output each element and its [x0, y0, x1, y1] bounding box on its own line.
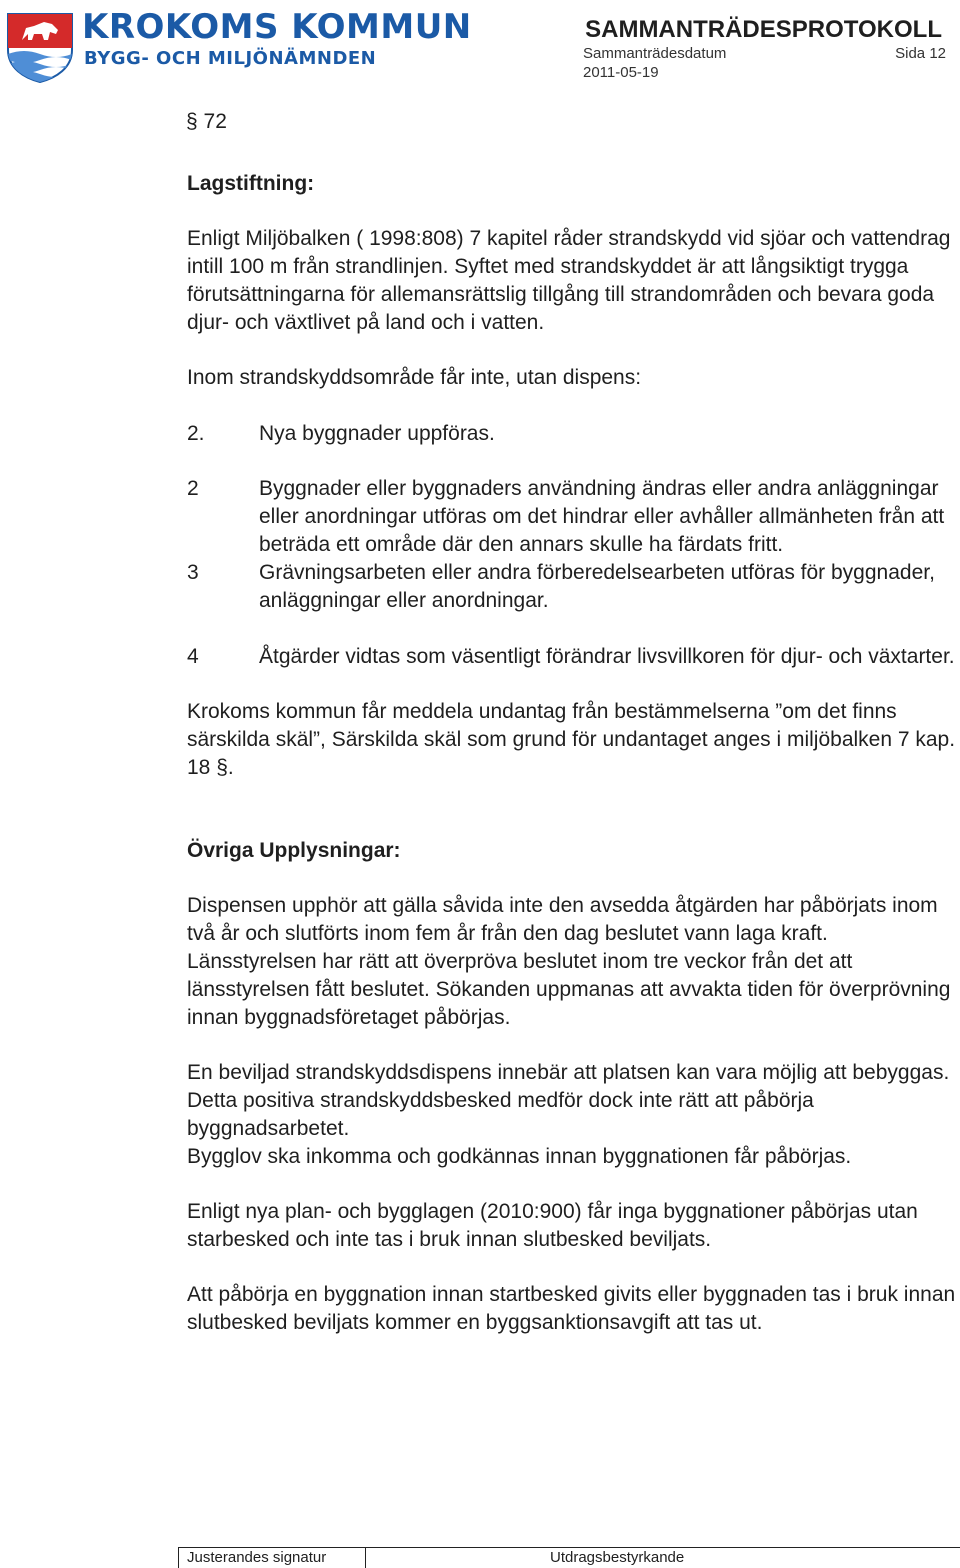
section-number: § 72	[186, 110, 227, 133]
page-number: Sida 12	[895, 45, 946, 62]
list-item	[187, 643, 957, 671]
list-item-text: Åtgärder vidtas som väsentligt förändrar livsvillkoren för djur- och växtarter.	[259, 645, 955, 668]
krokom-coat-of-arms-icon	[4, 10, 76, 84]
paragraph-validity: Dispensen upphör att gälla såvida inte den avsedda åtgärden har påbörjats inom två år och slutförts inom fem år från den dag beslutet vann laga kraft. Länsstyrelsen har rätt att överpröva beslutet inom tre veckor från det att länsstyrelsen fått beslutet. Sökanden uppmanas att avvakta tiden för överprövning innan byggnadsföretaget påbörjas.	[187, 894, 951, 1029]
brand-name: KROKOMS KOMMUN	[82, 7, 472, 47]
paragraph-prohibition-intro: Inom strandskyddsområde får inte, utan dispens:	[187, 366, 642, 389]
list-item	[187, 559, 957, 615]
document-body	[187, 108, 957, 1337]
list-item-number: 3	[187, 561, 199, 584]
signature-label: Justerandes signatur	[178, 1547, 366, 1568]
paragraph-exemption: Krokoms kommun får meddela undantag från bestämmelserna ”om det finns särskilda skäl”, Särskilda skäl som grund för undantaget anges i miljöbalken 7 kap. 18 §.	[187, 700, 956, 779]
list-item	[187, 420, 957, 448]
list-item-text: Byggnader eller byggnaders användning ändras eller andra anläggningar eller anordningar utföras om det hindrar eller avhåller allmänheten från att beträda ett område där den annars skulle ha färdats fritt.	[259, 477, 945, 556]
document-title: SAMMANTRÄDESPROTOKOLL	[585, 16, 942, 43]
meeting-date: 2011-05-19	[583, 64, 659, 81]
meeting-date-label: Sammanträdesdatum	[583, 45, 727, 62]
page-header	[0, 0, 960, 90]
paragraph-legislation: Enligt Miljöbalken ( 1998:808) 7 kapitel råder strandskydd vid sjöar och vattendrag intill 100 m från strandlinjen. Syftet med strandskyddet är att långsiktigt trygga förutsättningarna för allemansrättslig tillgång till strandområden och bevara goda djur- och växtlivet på land och i vatten.	[187, 227, 951, 334]
heading-legislation: Lagstiftning:	[187, 172, 315, 195]
list-item-number: 2.	[187, 422, 205, 445]
brand-subtitle: BYGG- OCH MILJÖNÄMNDEN	[84, 48, 377, 69]
heading-other-information: Övriga Upplysningar:	[187, 839, 401, 862]
page-footer	[178, 1547, 960, 1568]
list-item-text: Nya byggnader uppföras.	[259, 422, 495, 445]
list-item-text: Grävningsarbeten eller andra förberedelsearbeten utföras för byggnader, anläggningar eller anordningar.	[259, 561, 935, 612]
paragraph-dispensation-a: En beviljad strandskyddsdispens innebär att platsen kan vara möjlig att bebyggas.	[187, 1061, 950, 1084]
list-item	[187, 475, 957, 559]
paragraph-planning-act: Enligt nya plan- och bygglagen (2010:900) får inga byggnationer påbörjas utan starbesked och inte tas i bruk innan slutbesked beviljats.	[187, 1200, 918, 1251]
paragraph-sanction-fee: Att påbörja en byggnation innan startbesked givits eller byggnaden tas i bruk innan slutbesked beviljats kommer en byggsanktionsavgift att tas ut.	[187, 1283, 956, 1334]
list-item-number: 2	[187, 477, 199, 500]
paragraph-dispensation-b: Detta positiva strandskyddsbesked medför dock inte rätt att påbörja byggnadsarbetet.	[187, 1089, 814, 1140]
list-item-number: 4	[187, 645, 199, 668]
extract-certification-label: Utdragsbestyrkande	[550, 1549, 685, 1566]
paragraph-dispensation-c: Bygglov ska inkomma och godkännas innan byggnationen får påbörjas.	[187, 1145, 852, 1168]
